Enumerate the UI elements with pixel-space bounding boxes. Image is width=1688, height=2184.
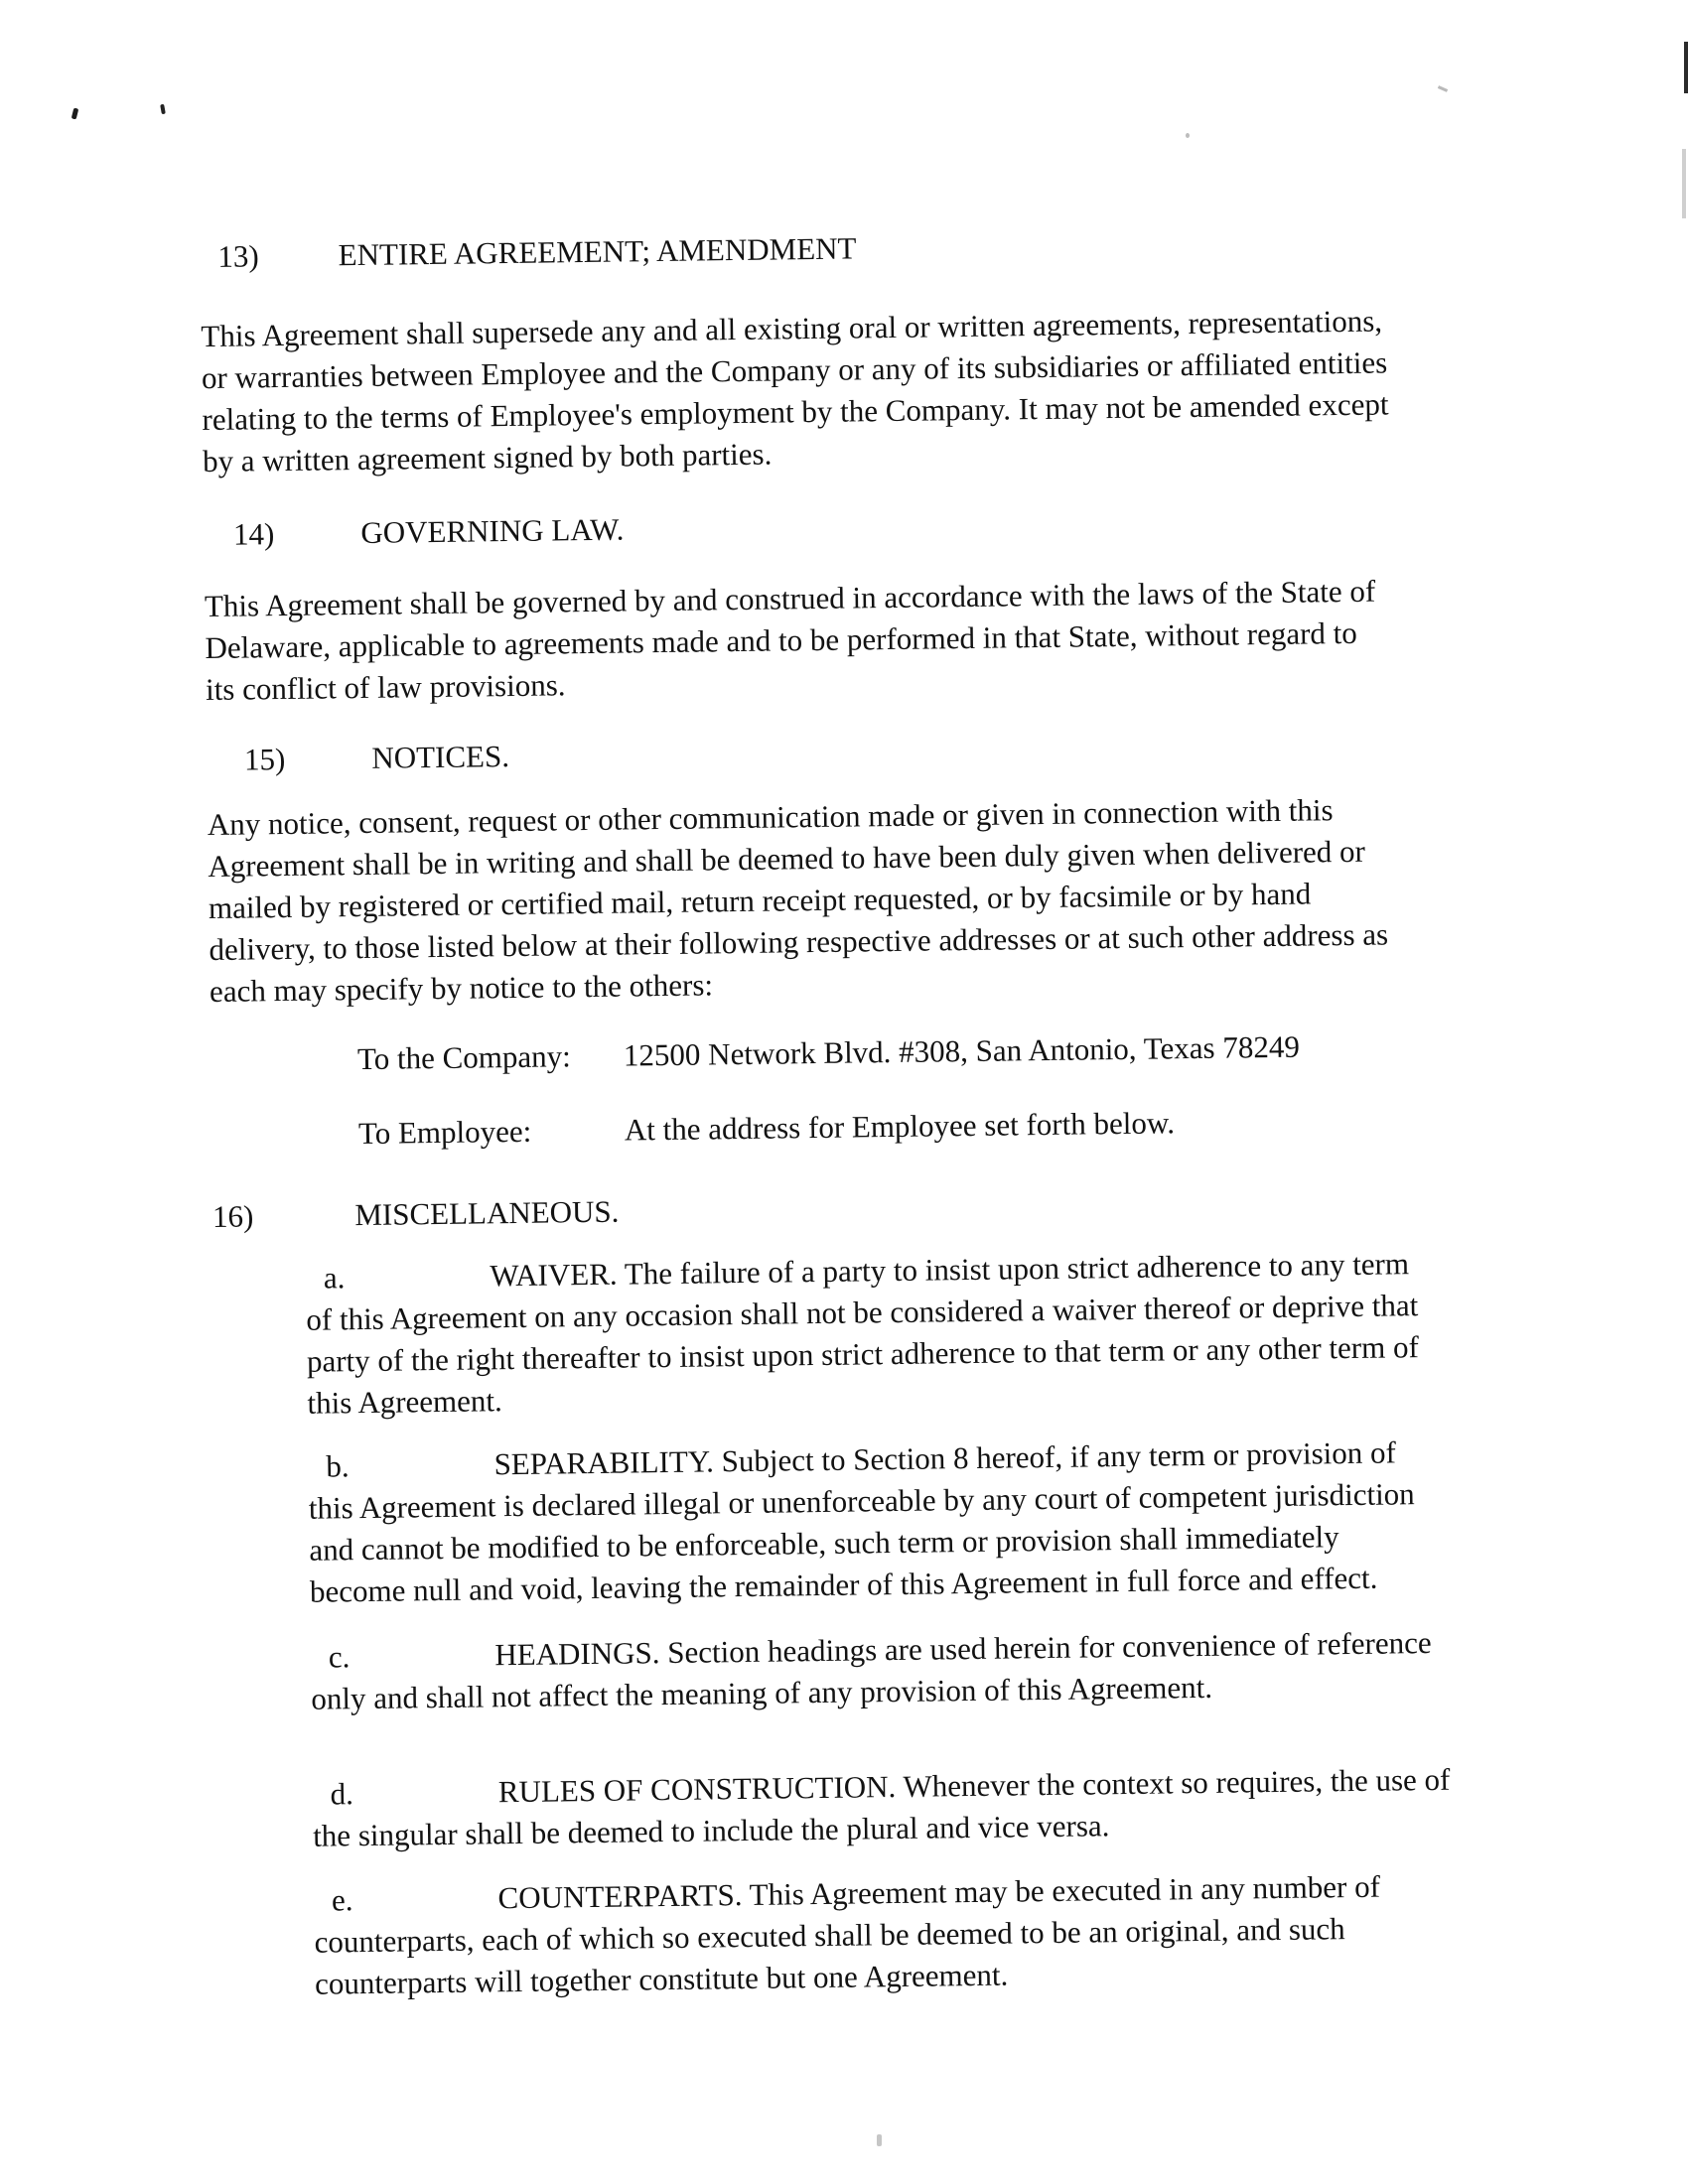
scan-speck-icon [160,104,166,115]
section-number: 15) [243,741,286,777]
document-page [200,219,1536,2043]
text-line: This Agreement shall be governed by and construed in accordance with the laws of the State of [204,573,1376,624]
text-line: Delaware, applicable to agreements made and to be performed in that State, without regard to [205,614,1357,666]
section-15-paragraph [208,787,1523,1013]
subsection-letter: d. [330,1776,354,1812]
subsection-rules-of-construction [312,1758,1533,1857]
text-line: and cannot be modified to be enforceable, such term or provision shall immediately [309,1519,1339,1568]
section-14-paragraph [205,569,1519,711]
text-line: party of the right thereafter to insist upon strict adherence to that term or any other term of [306,1329,1419,1379]
subsection-letter: e. [331,1882,353,1918]
subsection-continuation [306,1284,1528,1425]
scan-speck-icon [71,108,79,120]
section-13-paragraph [201,299,1515,482]
section-title: MISCELLANEOUS. [354,1193,620,1233]
text-line: delivery, to those listed below at their following respective addresses or at such other address as [209,916,1389,968]
section-14-heading [204,497,1516,556]
section-title: NOTICES. [371,739,510,775]
notice-address-company [211,1024,1523,1082]
subsection-text: This Agreement may be executed in any number of [749,1868,1381,1912]
text-line: Agreement shall be in writing and shall be deemed to have been duly given when delivered or [208,833,1366,885]
section-title: GOVERNING LAW. [360,511,625,550]
subsection-text: Section headings are used herein for convenience of reference [667,1624,1432,1671]
subsection-counterparts [314,1864,1536,2005]
address-label: To Employee: [357,1113,532,1152]
text-line: each may specify by notice to the others: [209,967,714,1010]
subsection-title: COUNTERPARTS. [497,1877,743,1916]
address-label: To the Company: [356,1038,571,1077]
scan-edge-artifact [1682,149,1686,218]
subsection-letter: b. [326,1448,350,1484]
section-title: ENTIRE AGREEMENT; AMENDMENT [338,230,857,273]
text-line: this Agreement. [307,1383,502,1421]
section-number: 13) [217,238,259,274]
subsection-title: SEPARABILITY. [493,1443,715,1482]
subsection-title: WAIVER. [490,1256,618,1294]
subsection-text: Subject to Section 8 hereof, if any term or provision of [721,1434,1397,1479]
text-line: This Agreement shall supersede any and all existing oral or written agreements, representations, [201,303,1383,354]
text-line: mailed by registered or certified mail, return receipt requested, or by facsimile or by hand [208,876,1312,926]
subsection-title: HEADINGS. [494,1635,660,1673]
text-line: relating to the terms of Employee's employment by the Company. It may not be amended except [202,386,1389,438]
scan-speck-icon [877,2134,882,2146]
text-line: become null and void, leaving the remainder of this Agreement in full force and effect. [309,1560,1378,1609]
section-15-heading [207,723,1519,781]
subsection-separability [308,1431,1530,1613]
text-line: Any notice, consent, request or other communication made or given in connection with this [207,792,1334,843]
subsection-text: The failure of a party to insist upon strict adherence to any term [624,1246,1410,1292]
text-line: only and shall not affect the meaning of any provision of this Agreement. [311,1669,1213,1716]
text-line: counterparts will together constitute but one Agreement. [314,1957,1009,2001]
section-16-heading [212,1179,1525,1238]
subsection-letter: c. [328,1639,351,1675]
subsection-waiver [306,1242,1528,1425]
scan-scratch-artifact [1438,85,1448,92]
text-line: this Agreement is declared illegal or unenforceable by any court of competent jurisdiction [308,1476,1415,1526]
subsection-continuation [309,1472,1531,1613]
scan-speck-icon [1186,133,1190,138]
address-value: At the address for Employee set forth below. [624,1105,1176,1148]
section-13-heading [200,219,1512,278]
text-line: its conflict of law provisions. [205,667,566,708]
scan-edge-artifact [1684,42,1688,93]
subsection-text: Whenever the context so requires, the use of [903,1761,1451,1804]
text-line: counterparts, each of which so executed shall be deemed to be an original, and such [314,1911,1345,1960]
notice-address-employee [211,1098,1524,1157]
section-number: 16) [211,1198,254,1234]
text-line: or warranties between Employee and the Company or any of its subsidiaries or affiliated entities [201,344,1388,396]
address-value: 12500 Network Blvd. #308, San Antonio, Texas 78249 [623,1028,1301,1073]
subsection-title: RULES OF CONSTRUCTION. [497,1769,897,1810]
subsection-letter: a. [323,1260,346,1296]
text-line: by a written agreement signed by both parties. [202,436,773,479]
subsection-headings [311,1621,1532,1720]
text-line: the singular shall be deemed to include the plural and vice versa. [312,1808,1110,1853]
section-number: 14) [232,516,275,552]
text-line: of this Agreement on any occasion shall not be considered a waiver thereof or deprive that [306,1288,1419,1337]
subsection-continuation [314,1906,1535,2005]
